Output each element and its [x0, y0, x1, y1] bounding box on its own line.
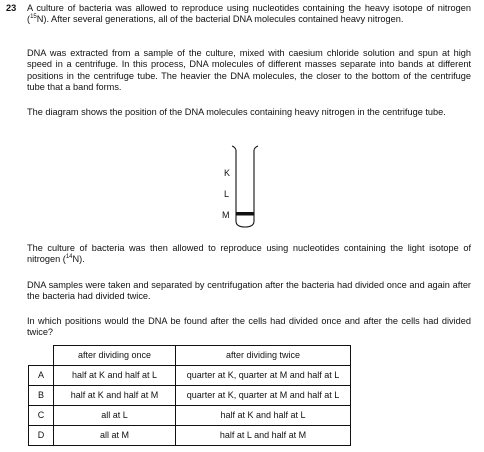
sampling-paragraph: DNA samples were taken and separated by centrifugation after the bacteria had divided once and again after the bacteria had divided twice.: [27, 280, 471, 302]
option-letter: C: [29, 406, 54, 426]
option-letter: D: [29, 426, 54, 446]
question-prompt: In which positions would the DNA be found after the cells had divided once and after the cells had divided twice?: [27, 316, 471, 338]
light-isotope-paragraph: [27, 243, 471, 266]
position-label-k: K: [224, 168, 231, 178]
light-text-b: N).: [72, 254, 85, 265]
heavy-dna-band: [237, 212, 254, 216]
option-once-cell: all at M: [54, 426, 176, 446]
intro-text-a: A culture of bacteria was allowed to reproduce using nucleotides containing the heavy isotope of nitrogen (: [27, 3, 471, 25]
question-number: 23: [6, 3, 17, 13]
option-twice-cell: half at K and half at L: [176, 406, 351, 426]
option-twice-cell: quarter at K, quarter at M and half at L: [176, 366, 351, 386]
position-label-l: L: [224, 189, 230, 199]
option-letter: B: [29, 386, 54, 406]
option-twice-cell: half at L and half at M: [176, 426, 351, 446]
isotope-superscript-15: 15: [30, 14, 37, 21]
header-after-twice: after dividing twice: [176, 346, 351, 366]
option-once-cell: half at K and half at M: [54, 386, 176, 406]
option-once-cell: all at L: [54, 406, 176, 426]
table-row: [29, 406, 351, 426]
table-row: [29, 366, 351, 386]
table-row: [29, 426, 351, 446]
intro-text-b: N). After several generations, all of the bacterial DNA molecules contained heavy nitrogen.: [36, 14, 404, 25]
isotope-superscript-14: 14: [65, 254, 73, 261]
light-text-a: The culture of bacteria was then allowed to reproduce using nucleotides containing the light isotope of nitrogen (: [27, 243, 471, 265]
position-label-m: M: [222, 210, 230, 220]
centrifuge-tube-diagram: [222, 143, 262, 233]
intro-paragraph: [27, 3, 471, 26]
table-row: [29, 386, 351, 406]
diagram-intro-paragraph: The diagram shows the position of the DNA molecules containing heavy nitrogen in the centrifuge tube.: [27, 107, 446, 117]
option-twice-cell: quarter at K, quarter at M and half at L: [176, 386, 351, 406]
option-letter: A: [29, 366, 54, 386]
answer-options-table: [28, 345, 351, 446]
table-header-row: [29, 346, 351, 366]
method-paragraph: DNA was extracted from a sample of the culture, mixed with caesium chloride solution and spun at high speed in a centrifuge. In this process, DNA molecules of different masses separate into bands at different positions in the centrifuge tube. The heavier the DNA molecules, the closer to the bottom of the centrifuge tube that a band forms.: [27, 48, 471, 93]
header-after-once: after dividing once: [54, 346, 176, 366]
table-corner-cell: [29, 346, 54, 366]
option-once-cell: half at K and half at L: [54, 366, 176, 386]
